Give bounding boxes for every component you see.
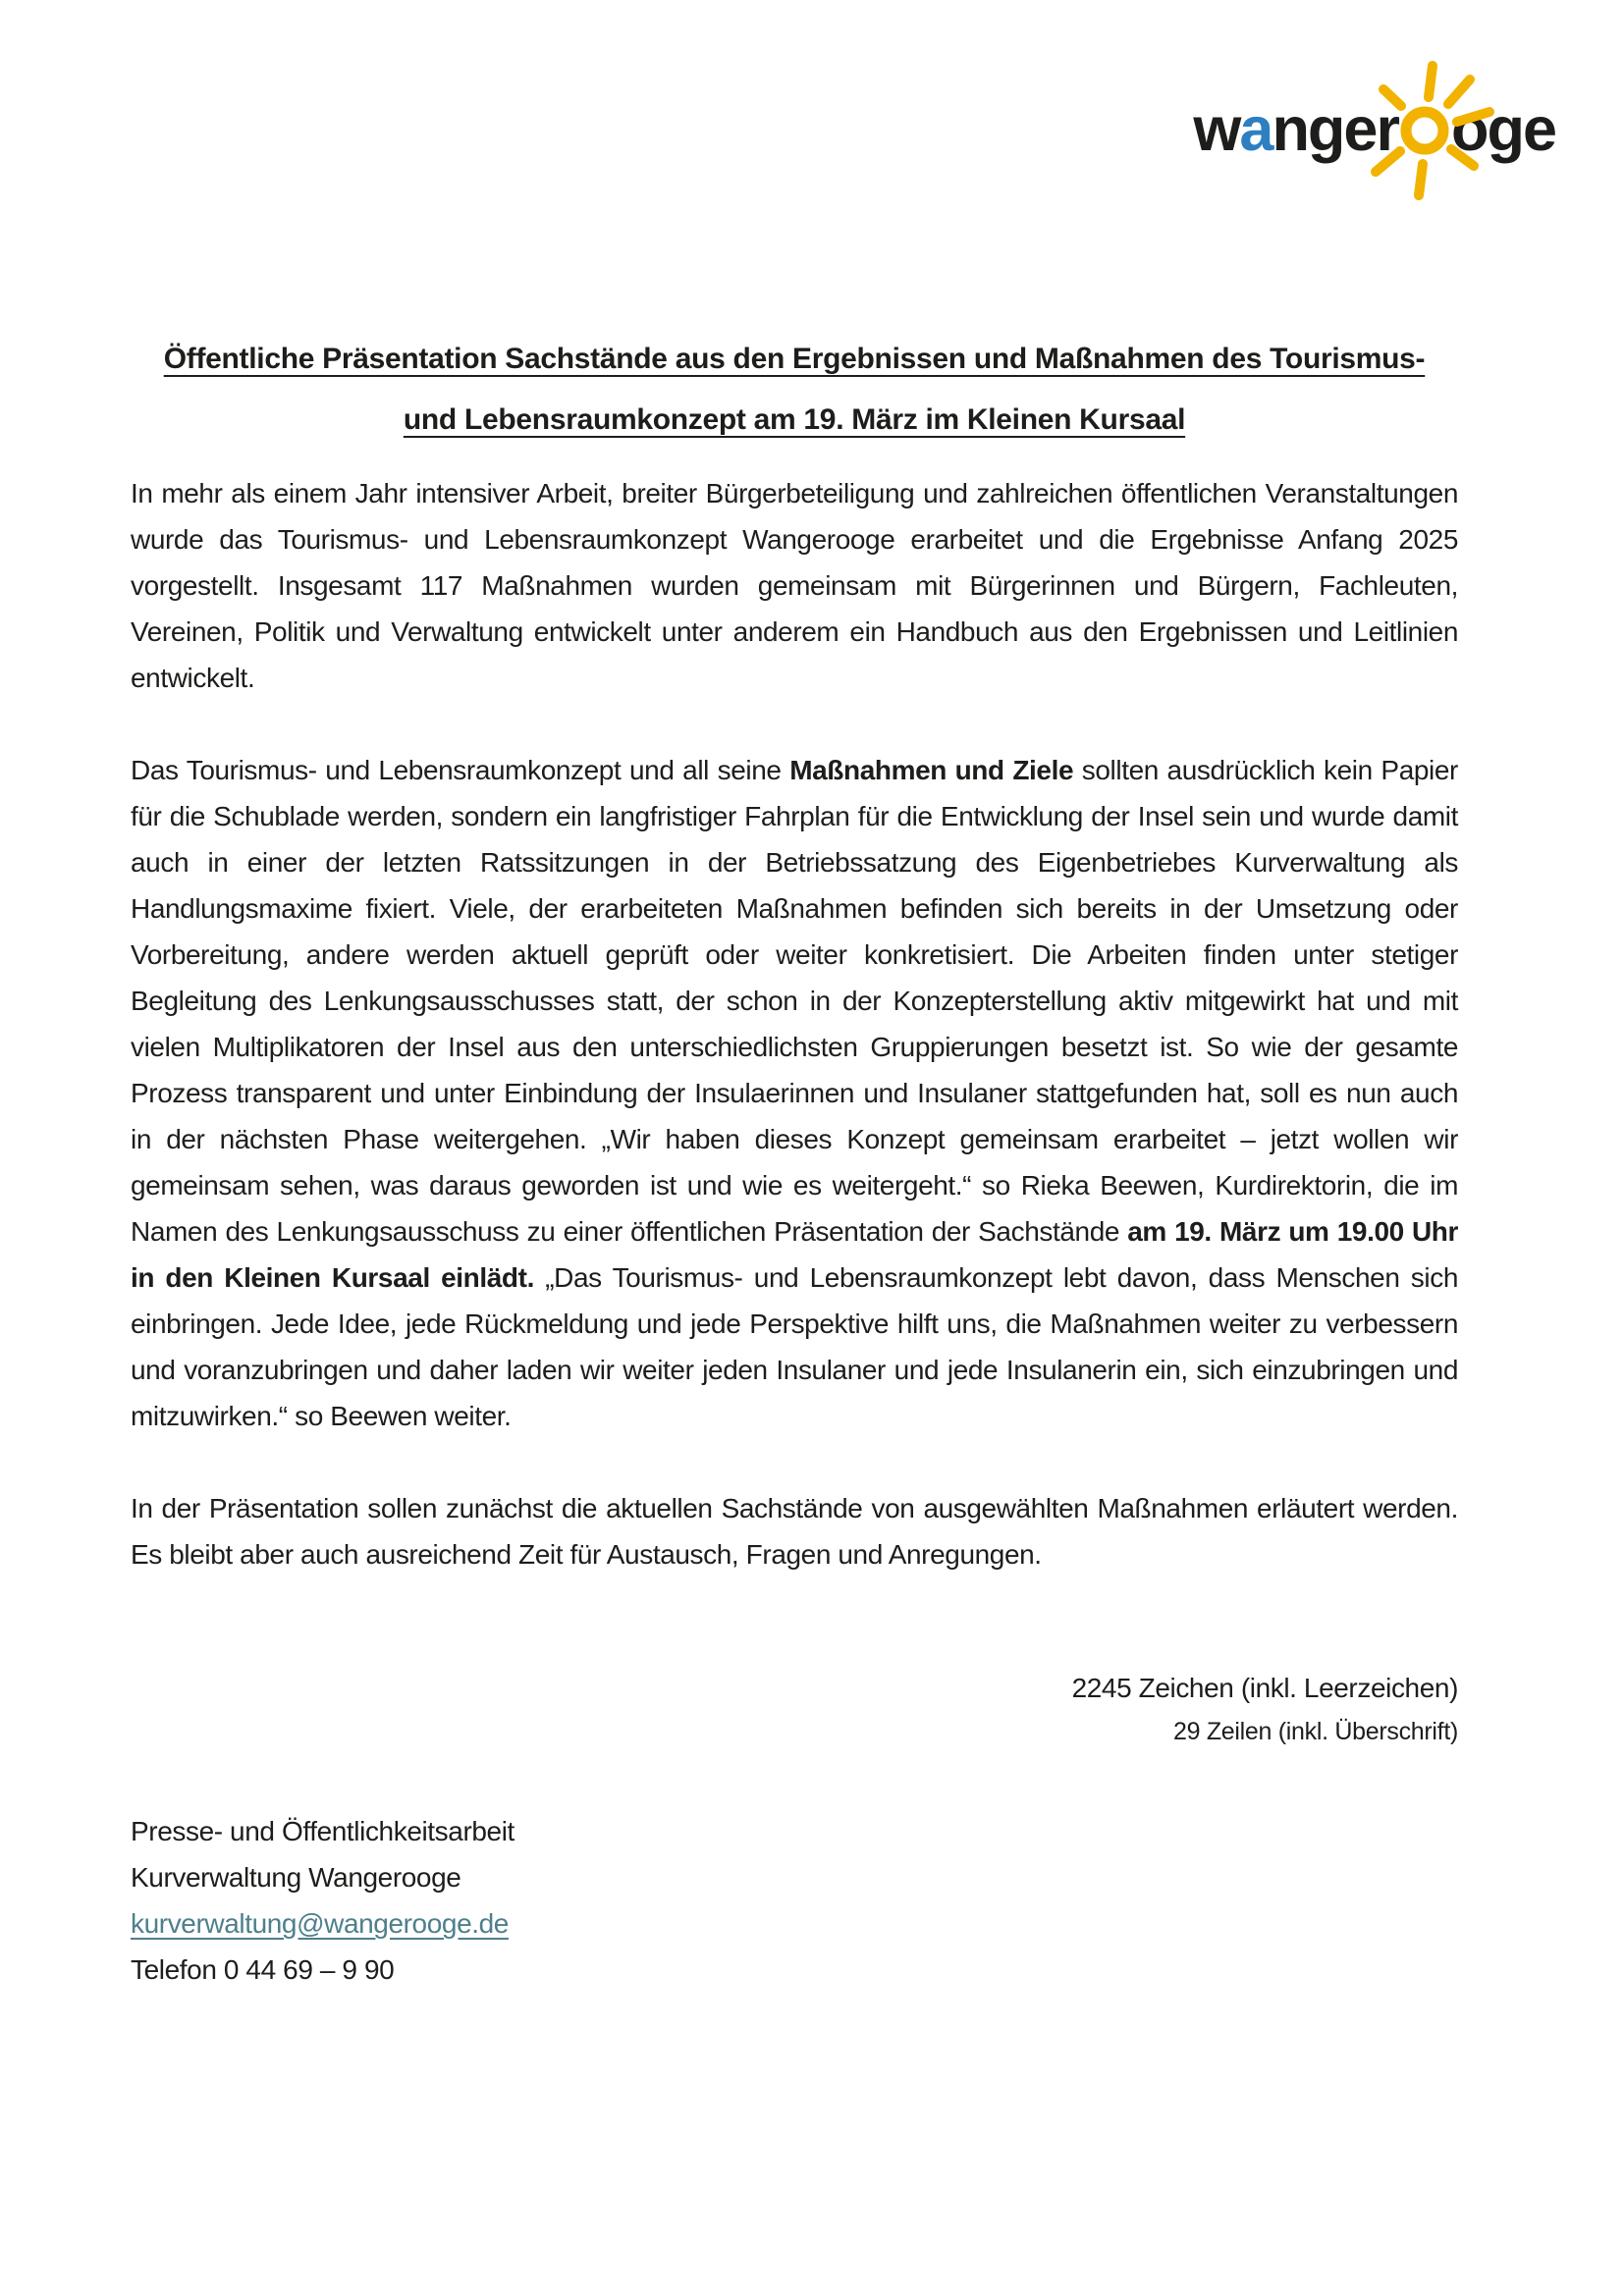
- logo-letter-w: w: [1193, 95, 1240, 164]
- document-content: [131, 0, 1458, 1993]
- logo-letters-oge: oge: [1450, 95, 1555, 164]
- page-title: [131, 329, 1458, 451]
- stats-lines: 29 Zeilen (inkl. Überschrift): [1172, 1718, 1458, 1746]
- wangerooge-logo: [1193, 94, 1555, 165]
- paragraph-intro: In mehr als einem Jahr intensiver Arbeit, breiter Bürgerbeteiligung und zahlreichen öffentlichen Veranstaltungen wurde das Tourismus- und Lebensraumkonzept Wangerooge erarbeitet und die Ergebnisse Anfang 2025 vorgestellt. Insgesamt 117 Maßnahmen wurden gemeinsam mit Bürgerinnen und Bürgern, Fachleuten, Vereinen, Politik und Verwaltung entwickelt unter anderem ein Handbuch aus den Ergebnissen und Leitlinien entwickelt.: [131, 478, 1458, 694]
- paragraph-main-bold-date: am 19. März um 19.00 Uhr in den Kleinen Kursaal einlädt.: [131, 1216, 1458, 1294]
- logo-letters-nger: nger: [1272, 95, 1398, 164]
- contact-organisation: Kurverwaltung Wangerooge: [131, 1862, 461, 1894]
- paragraph-outro: In der Präsentation sollen zunächst die aktuellen Sachstände von ausgewählten Maßnahmen erläutert werden. Es bleibt aber auch ausreichend Zeit für Austausch, Fragen und Anregungen.: [131, 1493, 1458, 1571]
- email-link[interactable]: kurverwaltung@wangerooge.de: [131, 1908, 509, 1940]
- contact-phone: Telefon 0 44 69 – 9 90: [131, 1954, 395, 1986]
- paragraph-main-bold-goals: Maßnahmen und Ziele: [789, 755, 1074, 786]
- paragraph-main-segment-2: sollten ausdrücklich kein Papier für die Schublade werden, sondern ein langfristiger Fahrplan für die Entwicklung der Insel sein und wurde damit auch in einer der letzten Ratssitzungen in der Betriebssatzung des Eigenbetriebes Kurverwaltung als Handlungsmaxime fixiert. Viele, der erarbeiteten Maßnahmen befinden sich bereits in der Umsetzung oder Vorbereitung, andere werden aktuell geprüft oder weiter konkretisiert. Die Arbeiten finden unter stetiger Begleitung des Lenkungsausschusses statt, der schon in der Konzepterstellung aktiv mitgewirkt hat und mit vielen Multiplikatoren der Insel aus den unterschiedlichsten Gruppierungen besetzt ist. So wie der gesamte Prozess transparent und unter Einbindung der Insulaerinnen und Insulaner stattgefunden hat, soll es nun auch in der nächsten Phase weitergehen. „Wir haben dieses Konzept gemeinsam erarbeitet – jetzt wollen wir gemeinsam sehen, was daraus geworden ist und wie es weitergeht.“ so Rieka Beewen, Kurdirektorin, die im Namen des Lenkungsausschuss zu einer öffentlichen Präsentation der Sachstände: [131, 755, 1458, 1248]
- contact-block: [131, 1808, 1458, 1993]
- sun-icon: [1400, 107, 1449, 154]
- paragraph-main-segment-3: „Das Tourismus- und Lebensraumkonzept lebt davon, dass Menschen sich einbringen. Jede Idee, jede Rückmeldung und jede Perspektive hilft uns, die Maßnahmen weiter zu verbessern und voranzubringen und daher laden wir weiter jeden Insulaner und jede Insulanerin ein, sich einzubringen und mitzuwirken.“ so Beewen weiter.: [131, 1262, 1458, 1432]
- logo-letter-a-blue: a: [1239, 95, 1272, 164]
- page-title-line-1: Öffentliche Präsentation Sachstände aus den Ergebnissen und Maßnahmen des Tourismus-: [163, 343, 1426, 375]
- document-stats: [131, 1666, 1458, 1754]
- paragraph-main-segment-1: Das Tourismus- und Lebensraumkonzept und all seine: [131, 755, 790, 786]
- stats-characters: 2245 Zeichen (inkl. Leerzeichen): [1071, 1673, 1458, 1704]
- page-title-line-2: und Lebensraumkonzept am 19. März im Kleinen Kursaal: [403, 403, 1186, 436]
- paragraph-main: [131, 747, 1458, 1439]
- contact-department: Presse- und Öffentlichkeitsarbeit: [131, 1816, 514, 1847]
